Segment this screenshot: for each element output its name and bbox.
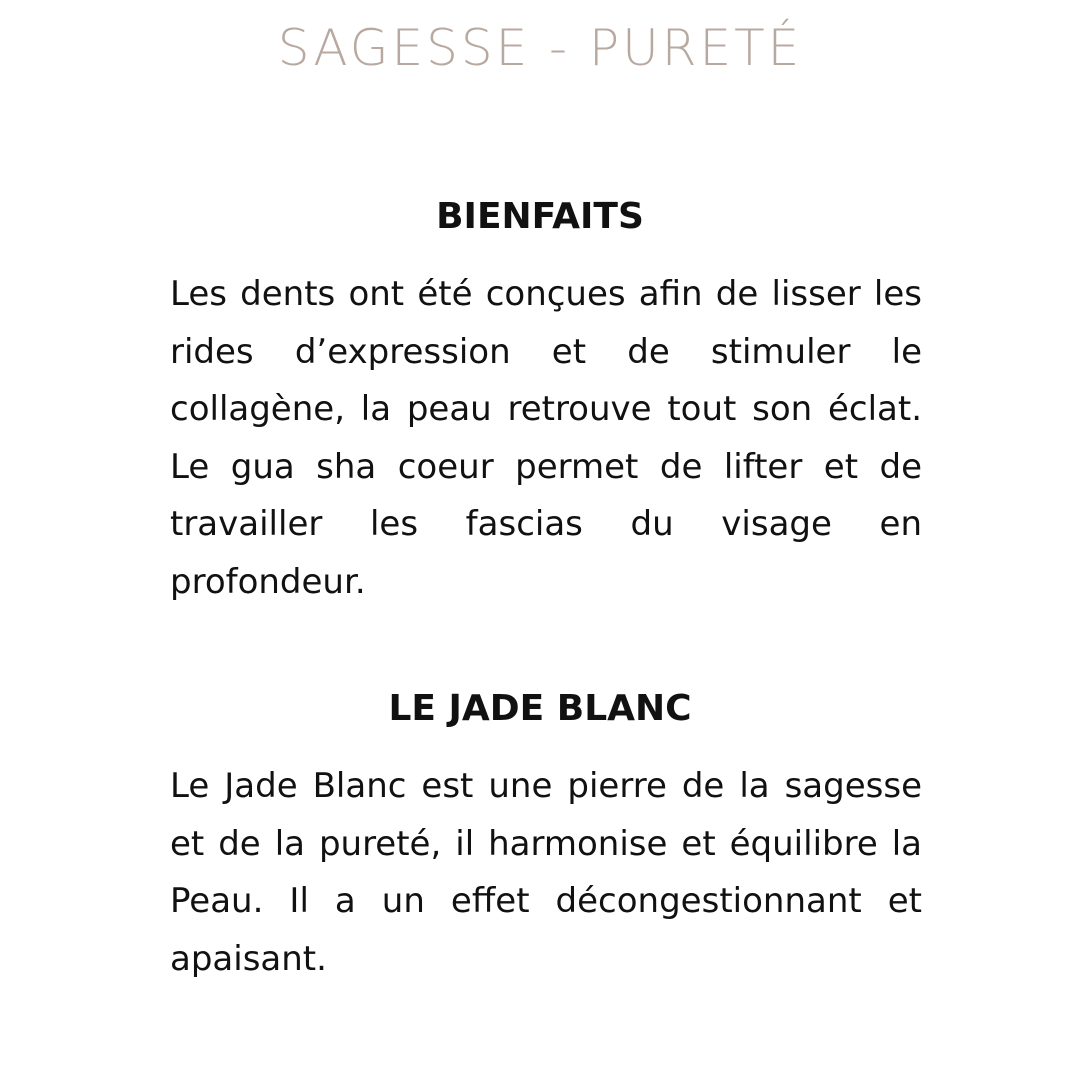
jade-heading: LE JADE BLANC [388,688,692,729]
page-title: SAGESSE - PURETÉ [277,19,803,77]
benefits-paragraph: Les dents ont été conçues afin de lisser les rides d’expression et de stimuler le collagène, la peau retrouve tout son éclat. Le gua sha coeur permet de lifter et de travailler les fascias du visage en profondeur. [170,274,922,602]
benefits-heading: BIENFAITS [436,196,644,237]
jade-paragraph: Le Jade Blanc est une pierre de la sagesse et de la pureté, il harmonise et équilibre la Peau. Il a un effet décongestionnant et apaisant. [170,766,922,979]
